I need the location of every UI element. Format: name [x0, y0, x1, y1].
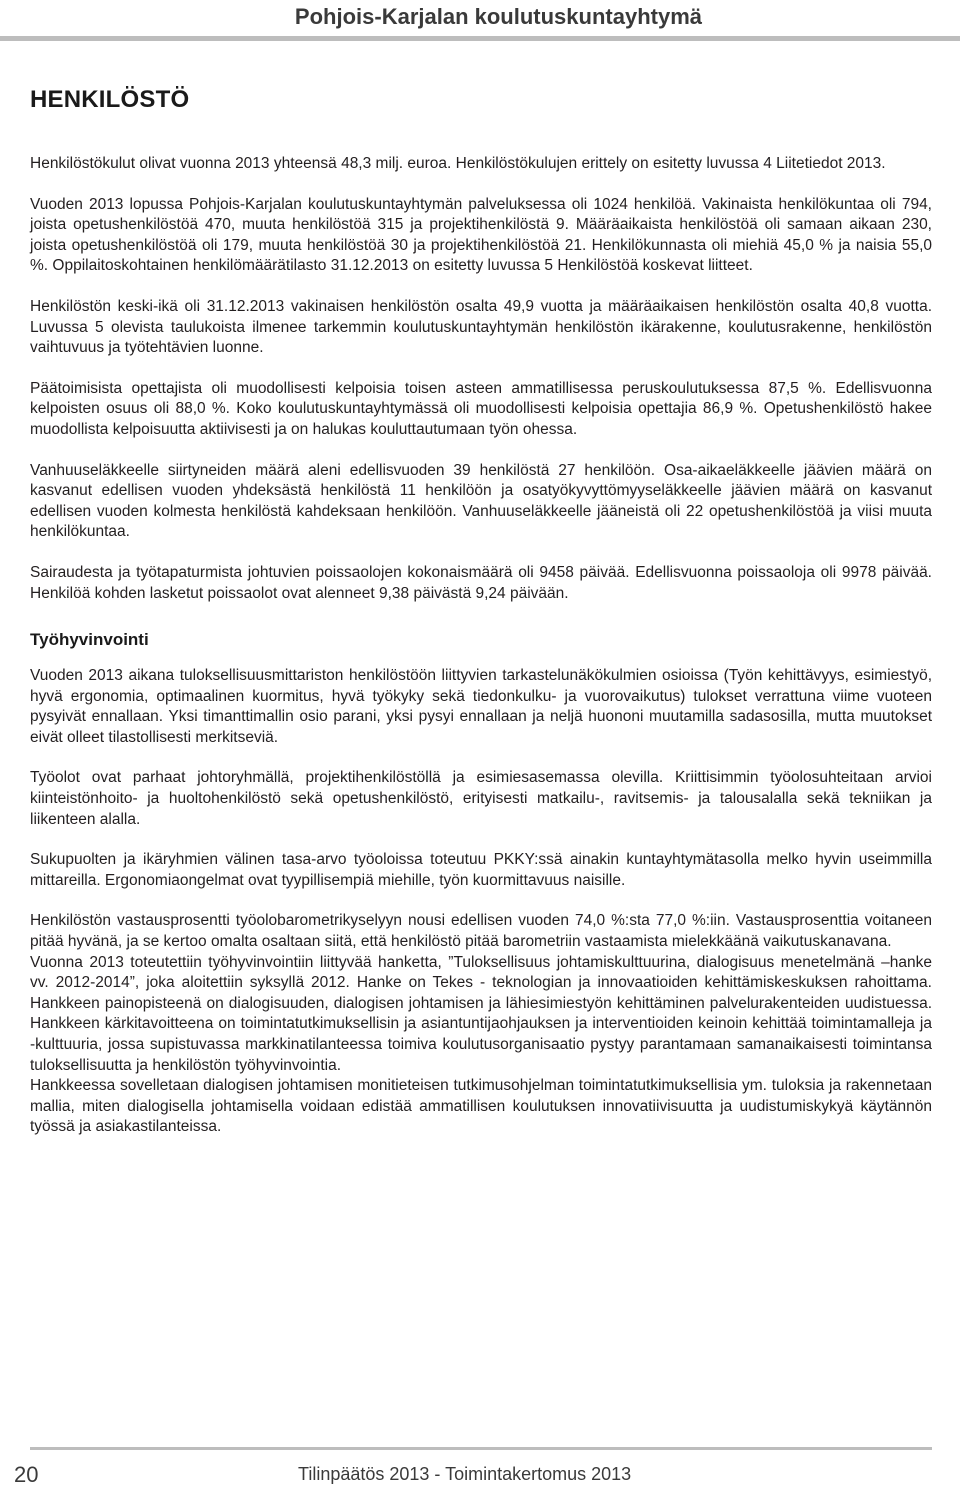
- page-content: [30, 86, 932, 1138]
- paragraph: Työolot ovat parhaat johtoryhmällä, projektihenkilöstöllä ja esimiesasemassa olevilla. Kriittisimmin työolosuhteitaan arvioi kiinteistönhoito- ja huoltohenkilöstö sekä opetushenkilöstö, erityisesti matkailu-, ravitsemis- ja talousalalla sekä tekniikan ja liikenteen alalla.: [30, 769, 932, 828]
- section-title: HENKILÖSTÖ: [30, 86, 190, 113]
- paragraph: Vuonna 2013 toteutettiin työhyvinvointiin liittyvää hanketta, ”Tuloksellisuus johtamiskulttuurina, dialogisuus menetelmänä –hanke vv. 2012-2014”, joka aloitettiin syksyllä 2012. Hanke on Tekes - teknologian ja innovaatioiden kehittämiskeskuksen rahoittama. Hankkeen painopisteenä on dialogisuuden, dialogisen johtamisen ja lähiesimiestyön kehittäminen palvelurakenteiden uudistuessa. Hankkeen kärkitavoitteena on toimintatutkimuksellisin ja asiantuntijaohjauksen ja interventioiden keinoin kehittää toimintamalleja ja -kulttuuria, jossa supistuvassa markkinatilanteessa toimiva koulutusorganisaatio pystyy parantamaan samanaikaisesti toimintansa tuloksellisuutta ja henkilöstön työhyvinvointia.: [30, 953, 932, 1074]
- page-header: [0, 0, 960, 36]
- paragraph: Henkilöstökulut olivat vuonna 2013 yhteensä 48,3 milj. euroa. Henkilöstökulujen erittely on esitetty luvussa 4 Liitetiedot 2013.: [30, 155, 886, 172]
- header-divider: [0, 36, 960, 41]
- footer-divider: [30, 1447, 932, 1450]
- paragraph: Vanhuuseläkkeelle siirtyneiden määrä aleni edellisvuoden 39 henkilöstä 27 henkilöön. Osa-aikaeläkkeelle jäävien määrä on kasvanut edellisen vuoden yhdeksästä henkilöstä 11 henkilöön ja osatyökyvyttömyyseläkkeelle jäävien määrä on kasvanut edellisen vuoden kolmesta henkilöstä kahdeksaan henkilöön. Vanhuuseläkkeelle jääneistä oli 22 opetushenkilöstöä ja viisi muuta henkilökuntaa.: [30, 461, 932, 541]
- paragraph: Päätoimisista opettajista oli muodollisesti kelpoisia toisen asteen ammatillisessa peruskoulutuksessa 87,5 %. Edellisvuonna kelpoisten osuus oli 88,0 %. Koko koulutuskuntayhtymässä oli muodollisesti kelpoisia opettajia 86,9 %. Opetushenkilöstö hakee muodollista kelpoisuutta aktiivisesti ja on halukas kouluttautumaan työn ohessa.: [30, 379, 932, 438]
- header-title: Pohjois-Karjalan koulutuskuntayhtymä: [294, 4, 702, 29]
- paragraph: Vuoden 2013 aikana tuloksellisuusmittariston henkilöstöön liittyvien tarkastelunäkökulmien osioissa (Työn kehittävyys, esimiestyö, hyvä ergonomia, optimaalinen kuormitus, hyvä työkyky sekä tiedonkulku- ja vuorovaikutus) tulokset verrattuna viime vuoteen pysyivät ennallaan. Yksi timanttimallin osio parani, yksi pysyi ennallaan ja neljä huononi muutamilla sadasosilla, mutta muutokset eivät olleet tilastollisesti merkitseviä.: [30, 667, 932, 746]
- page-number: 20: [14, 1462, 39, 1487]
- paragraph: Henkilöstön vastausprosentti työolobarometrikyselyyn nousi edellisen vuoden 74,0 %:sta 77,0 %:iin. Vastausprosenttia voitaneen pitää hyvänä, ja se kertoo omalta osaltaan siitä, että henkilöstö pitää barometriin vastaamista mielekkäänä vaikutuskanavana.: [30, 912, 932, 951]
- paragraph: Henkilöstön keski-ikä oli 31.12.2013 vakinaisen henkilöstön osalta 49,9 vuotta ja määräaikaisen henkilöstön osalta 40,8 vuotta. Luvussa 5 olevista taulukoista ilmenee tarkemmin koulutuskuntayhtymän henkilöstön ikärakenne, koulutusrakenne, henkilöstön vaihtuvuus ja työtehtävien luonne.: [30, 297, 932, 357]
- subheading-wellbeing: Työhyvinvointi: [30, 630, 149, 650]
- footer-title: Tilinpäätös 2013 - Toimintakertomus 2013: [298, 1464, 632, 1484]
- paragraph: Sukupuolten ja ikäryhmien välinen tasa-arvo työoloissa toteutuu PKKY:ssä ainakin kuntayhtymätasolla melko hyvin useimmilla mittareilla. Ergonomiaongelmat ovat tyypillisempiä miehille, työn kuormittavuus naisille.: [30, 851, 932, 889]
- paragraph: Vuoden 2013 lopussa Pohjois-Karjalan koulutuskuntayhtymän palveluksessa oli 1024 henkilöä. Vakinaista henkilökuntaa oli 794, joista opetushenkilöstöä 470, muuta henkilöstöä 315 ja projektihenkilöstä 9. Määräaikaista henkilöstöä oli samaan aikaan 230, joista opetushenkilöstöä oli 179, muuta henkilöstöä 30 ja projektihenkilöstöä 21. Henkilökunnasta oli miehiä 45,0 % ja naisia 55,0 %. Oppilaitoskohtainen henkilömäärätilasto 31.12.2013 on esitetty luvussa 5 Henkilöstöä koskevat liitteet.: [30, 195, 932, 275]
- paragraph: Hankkeessa sovelletaan dialogisen johtamisen monitieteisen tutkimusohjelman toimintatutkimuksellisia ym. tuloksia ja rakennetaan mallia, miten dialogisella johtamisella voidaan edistää ammatillisen koulutuksen innovatiivisuutta ja uudistumiskykyä käytännön työssä ja asiakastilanteissa.: [30, 1077, 932, 1136]
- paragraph: Sairaudesta ja työtapaturmista johtuvien poissaolojen kokonaismäärä oli 9458 päivää. Edellisvuonna poissaoloja oli 9978 päivää. Henkilöä kohden lasketut poissaolot ovat alenneet 9,38 päivästä 9,24 päivään.: [30, 563, 932, 602]
